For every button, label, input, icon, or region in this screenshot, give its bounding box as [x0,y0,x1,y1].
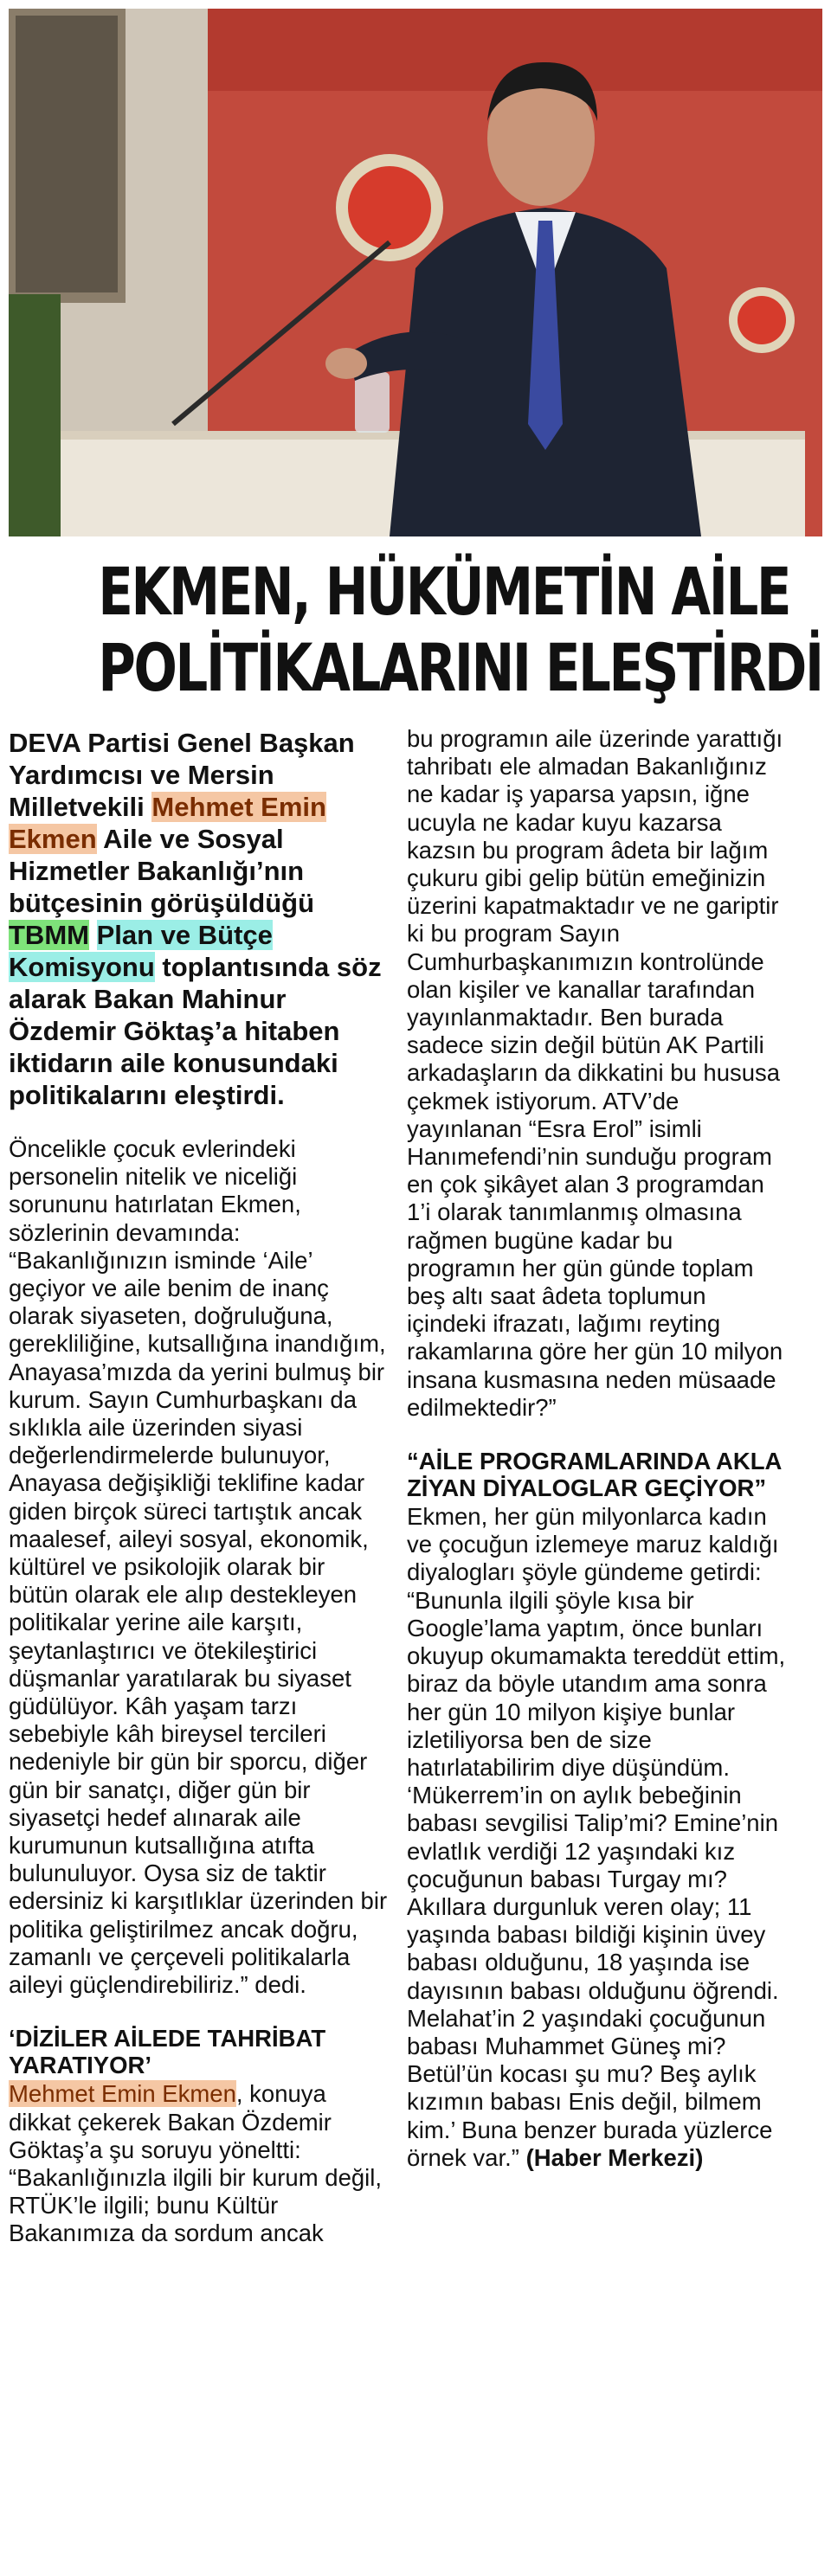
lead-text-3: toplantısında söz alarak Bakan Mahinur Özdemir Göktaş’a hitaben iktidarın aile konusundaki politikalarını eleştirdi. [9,952,382,1110]
article-photo [9,9,822,536]
lead-commission-highlight: Plan ve Bütçe Komisyonu [9,920,273,982]
lead-name-highlight: Mehmet Emin Ekmen [9,792,326,854]
lead-text-2: Aile ve Sosyal Hizmetler Bakanlığı’nın bütçesinin görüşüldüğü [9,824,315,918]
headline [98,553,822,706]
headline-line-1: EKMEN, HÜKÜMETİN AİLE [98,553,790,630]
body-paragraph-3: bu programın aile üzerinde yarattığı tahribatı ele almadan Bakanlığınız ne kadar iş yaparsa yapsın, iğne ucuyla ne kadar kuyu kazarsa kazsın bu program âdeta bir lağım çukuru gibi gelip bütün emeğinizin üzerini kapatmaktadır ve ne gariptir ki bu program Sayın Cumhurbaşkanımızın kontrolünde olan kişiler ve kanallar tarafından yayınlanmaktadır. Ben burada sadece sizin değil bütün AK Partili arkadaşların da dikkatini bu hususa çekmek istiyorum. ATV’de yayınlanan “Esra Erol” isimli Hanımefendi’nin sunduğu program en çok şikâyet alan 3 programdan 1’i olarak tanımlanmış olmasına rağmen bugüne kadar bu programın her gün günde toplam beş altı saat âdeta toplumun içindeki ifrazatı, lağımı reyting rakamlarına göre her gün 10 milyon insana kusmasına neden müsaade edilmektedir?” [407,725,783,1421]
speaker-photo [9,9,822,536]
lead-paragraph [9,727,390,1111]
headline-line-2: POLİTİKALARINI ELEŞTİRDİ [98,629,822,706]
para2-text: , konuya dikkat çekerek Bakan Özdemir Göktaş’a şu soruyu yöneltti: “Bakanlığınızla ilgili bir kurum değil, RTÜK’le ilgili; bunu Kültür Bakanımıza da sordum ancak [9,2080,383,2247]
body-paragraph-2 [9,2080,390,2247]
source-credit: (Haber Merkezi) [525,2143,704,2171]
lead-text-1: DEVA Partisi Genel Başkan Yardımcısı ve Mersin Milletvekili [9,728,355,822]
body-paragraph-1: Öncelikle çocuk evlerindeki personelin nitelik ve niceliği sorununu hatırlatan Ekmen, sözlerinin devamında: “Bakanlığınızın isminde ‘Aile’ geçiyor ve aile benim de inanç olarak siyaseten, doğruluğuna, gerekliliğine, kutsallığına inandığım, Anayasa’mızda da yerini bulmuş bir kurum. Sayın Cumhurbaşkanı da sıklıkla aile üzerinden siyasi değerlendirmelerde bulunuyor, Anayasa değişikliği teklifine kadar giden birçok süreci tartıştık ancak maalesef, aileyi sosyal, ekonomik, kültürel ve psikolojik olarak bir bütün olarak ele alıp destekleyen politikalar yerine aile karşıtı, şeytanlaştırıcı ve ötekileştirici düşmanlar yaratılarak bu siyaset güdülüyor. Kâh yaşam tarzı sebebiyle kâh bireysel tercileri nedeniyle bir gün bir sporcu, diğer gün bir sanatçı, diğer gün bir siyasetçi hedef alınarak aile kurumunun kutsallığına atıfta bulunuluyor. Oysa siz de taktir edersiniz ki karşıtlıklar üzerinden bir politika geliştirilmez ancak doğru, zamanlı ve çerçeveli politikalarla aileyi güçlendirebiliriz.” dedi. [9,1135,388,1999]
column-left [9,727,390,2248]
para4-text: Ekmen, her gün milyonlarca kadın ve çocuğun izlemeye maruz kaldığı diyalogları şöyle gündeme getirdi: “Bununla ilgili şöyle kısa bir Google’lama yaptım, önce bunları okuyup okumamakta tereddüt ettim, biraz da böyle utandım ama sonra her gün 10 milyon kişiye bunlar izletiliyorsa ben de size hatırlatabilirim diye düşündüm. ‘Mükerrem’in on aylık bebeğinin babası sevgilisi Talip’mi? Emine’nin evlatlık verdiği 12 yaşındaki kız çocuğunun babası Turgay mı? Akıllara durgunluk veren olay; 11 yaşında babası bildiği kişinin üvey babası olduğunu, 18 yaşında ise dayısının babası olduğunu öğrendi. Melahat’in 2 yaşındaki çocuğunun babası Muhammet Güneş mi? Betül’ün kocası şu mu? Beş aylık kızımın babası Enis değil, bilmem kim.’ Buna benzer burada yüzlerce örnek var.” [407,1503,786,2171]
column-right [407,727,788,2172]
para2-name-highlight: Mehmet Emin Ekmen [9,2080,236,2108]
subheading-1: ‘DİZİLER AİLEDE TAHRİBAT YARATIYOR’ [9,2025,326,2079]
lead-tbmm-highlight: TBMM [9,920,89,950]
body-paragraph-4 [407,1503,788,2172]
subheading-2: “AİLE PROGRAMLARINDA AKLA ZİYAN DİYALOGLAR GEÇİYOR” [407,1448,782,1502]
